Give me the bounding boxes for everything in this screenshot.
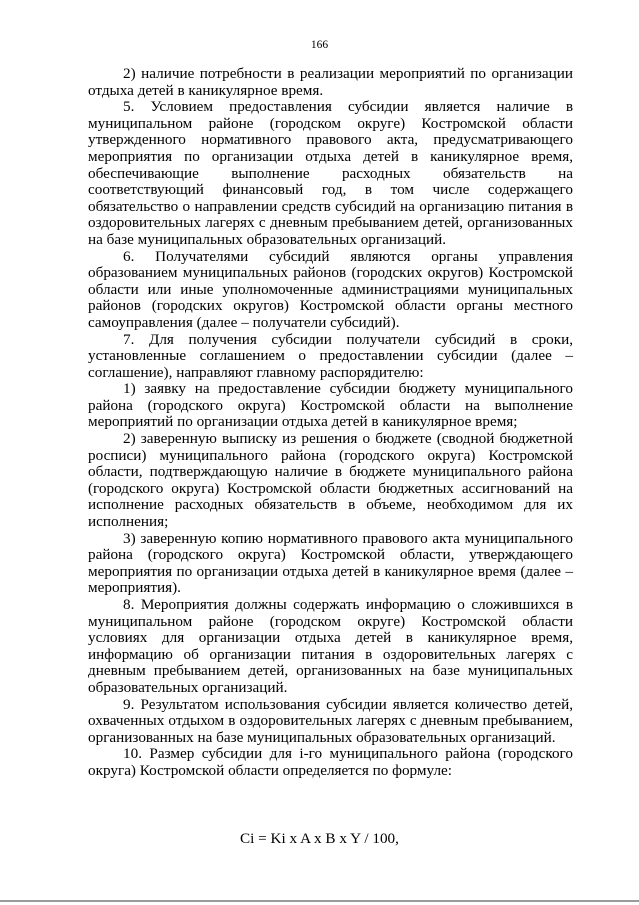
page-number: 166 [310, 39, 329, 51]
paragraph-5-condition: 5. Условием предоставления субсидии является наличие в муниципальном районе (городском округе) Костромской области утвержденного нормативного правового акта, предусматривающего мероприятия по организации отдыха детей в каникулярное время, обеспечивающие выполнение расходных обязательств на соответствующий финансовый год, в том числе содержащего обязательство о направлении средств субсидий на организацию питания в оздоровительных лагерях с дневным пребыванием детей, организованных на базе муниципальных образовательных организаций. [88, 98, 573, 248]
paragraph-7-item-3: 3) заверенную копию нормативного правового акта муниципального района (городского округа) Костромской области, утверждающего мероприятия по организации отдыха детей в каникулярное время (далее – мероприятия). [88, 529, 573, 597]
paragraph-7-item-1: 1) заявку на предоставление субсидии бюджету муниципального района (городского округа) Костромской области на выполнение мероприятий по организации отдыха детей в каникулярное время; [88, 380, 573, 431]
paragraph-item-2-need: 2) наличие потребности в реализации мероприятий по организации отдыха детей в каникулярное время. [88, 65, 573, 99]
paragraph-6-recipients: 6. Получателями субсидий являются органы управления образованием муниципальных районов (городских округов) Костромской области или иные уполномоченные администрациями муниципальных районов (городских округов) Костромской области органы местного самоуправления (далее – получатели субсидий). [88, 247, 573, 331]
paragraph-10-amount: 10. Размер субсидии для i-го муниципального района (городского округа) Костромской области определяется по формуле: [88, 745, 573, 779]
paragraph-9-result: 9. Результатом использования субсидии является количество детей, охваченных отдыхом в оздоровительных лагерях с дневным пребыванием, организованных на базе муниципальных образовательных организаций. [88, 695, 573, 746]
page-bottom-edge [0, 900, 639, 902]
paragraph-8-activities: 8. Мероприятия должны содержать информацию о сложившихся в муниципальном районе (городском округе) Костромской области условиях для организации отдыха детей в каникулярное время, информацию об организации питания в оздоровительных лагерях с дневным пребыванием детей, организованных на базе муниципальных образовательных организаций. [88, 596, 573, 696]
document-body [88, 66, 573, 780]
subsidy-formula: Ci = Ki x A x B x Y / 100, [240, 830, 399, 847]
paragraph-7-item-2: 2) заверенную выписку из решения о бюджете (сводной бюджетной росписи) муниципального района (городского округа) Костромской области, подтверждающую наличие в бюджете муниципального района (городского округа) Костромской области бюджетных ассигнований на исполнение расходных обязательств в объеме, необходимом для их исполнения; [88, 430, 573, 531]
paragraph-7-documents: 7. Для получения субсидии получатели субсидий в сроки, установленные соглашением о предоставлении субсидии (далее – соглашение), направляют главному распорядителю: [88, 330, 573, 381]
